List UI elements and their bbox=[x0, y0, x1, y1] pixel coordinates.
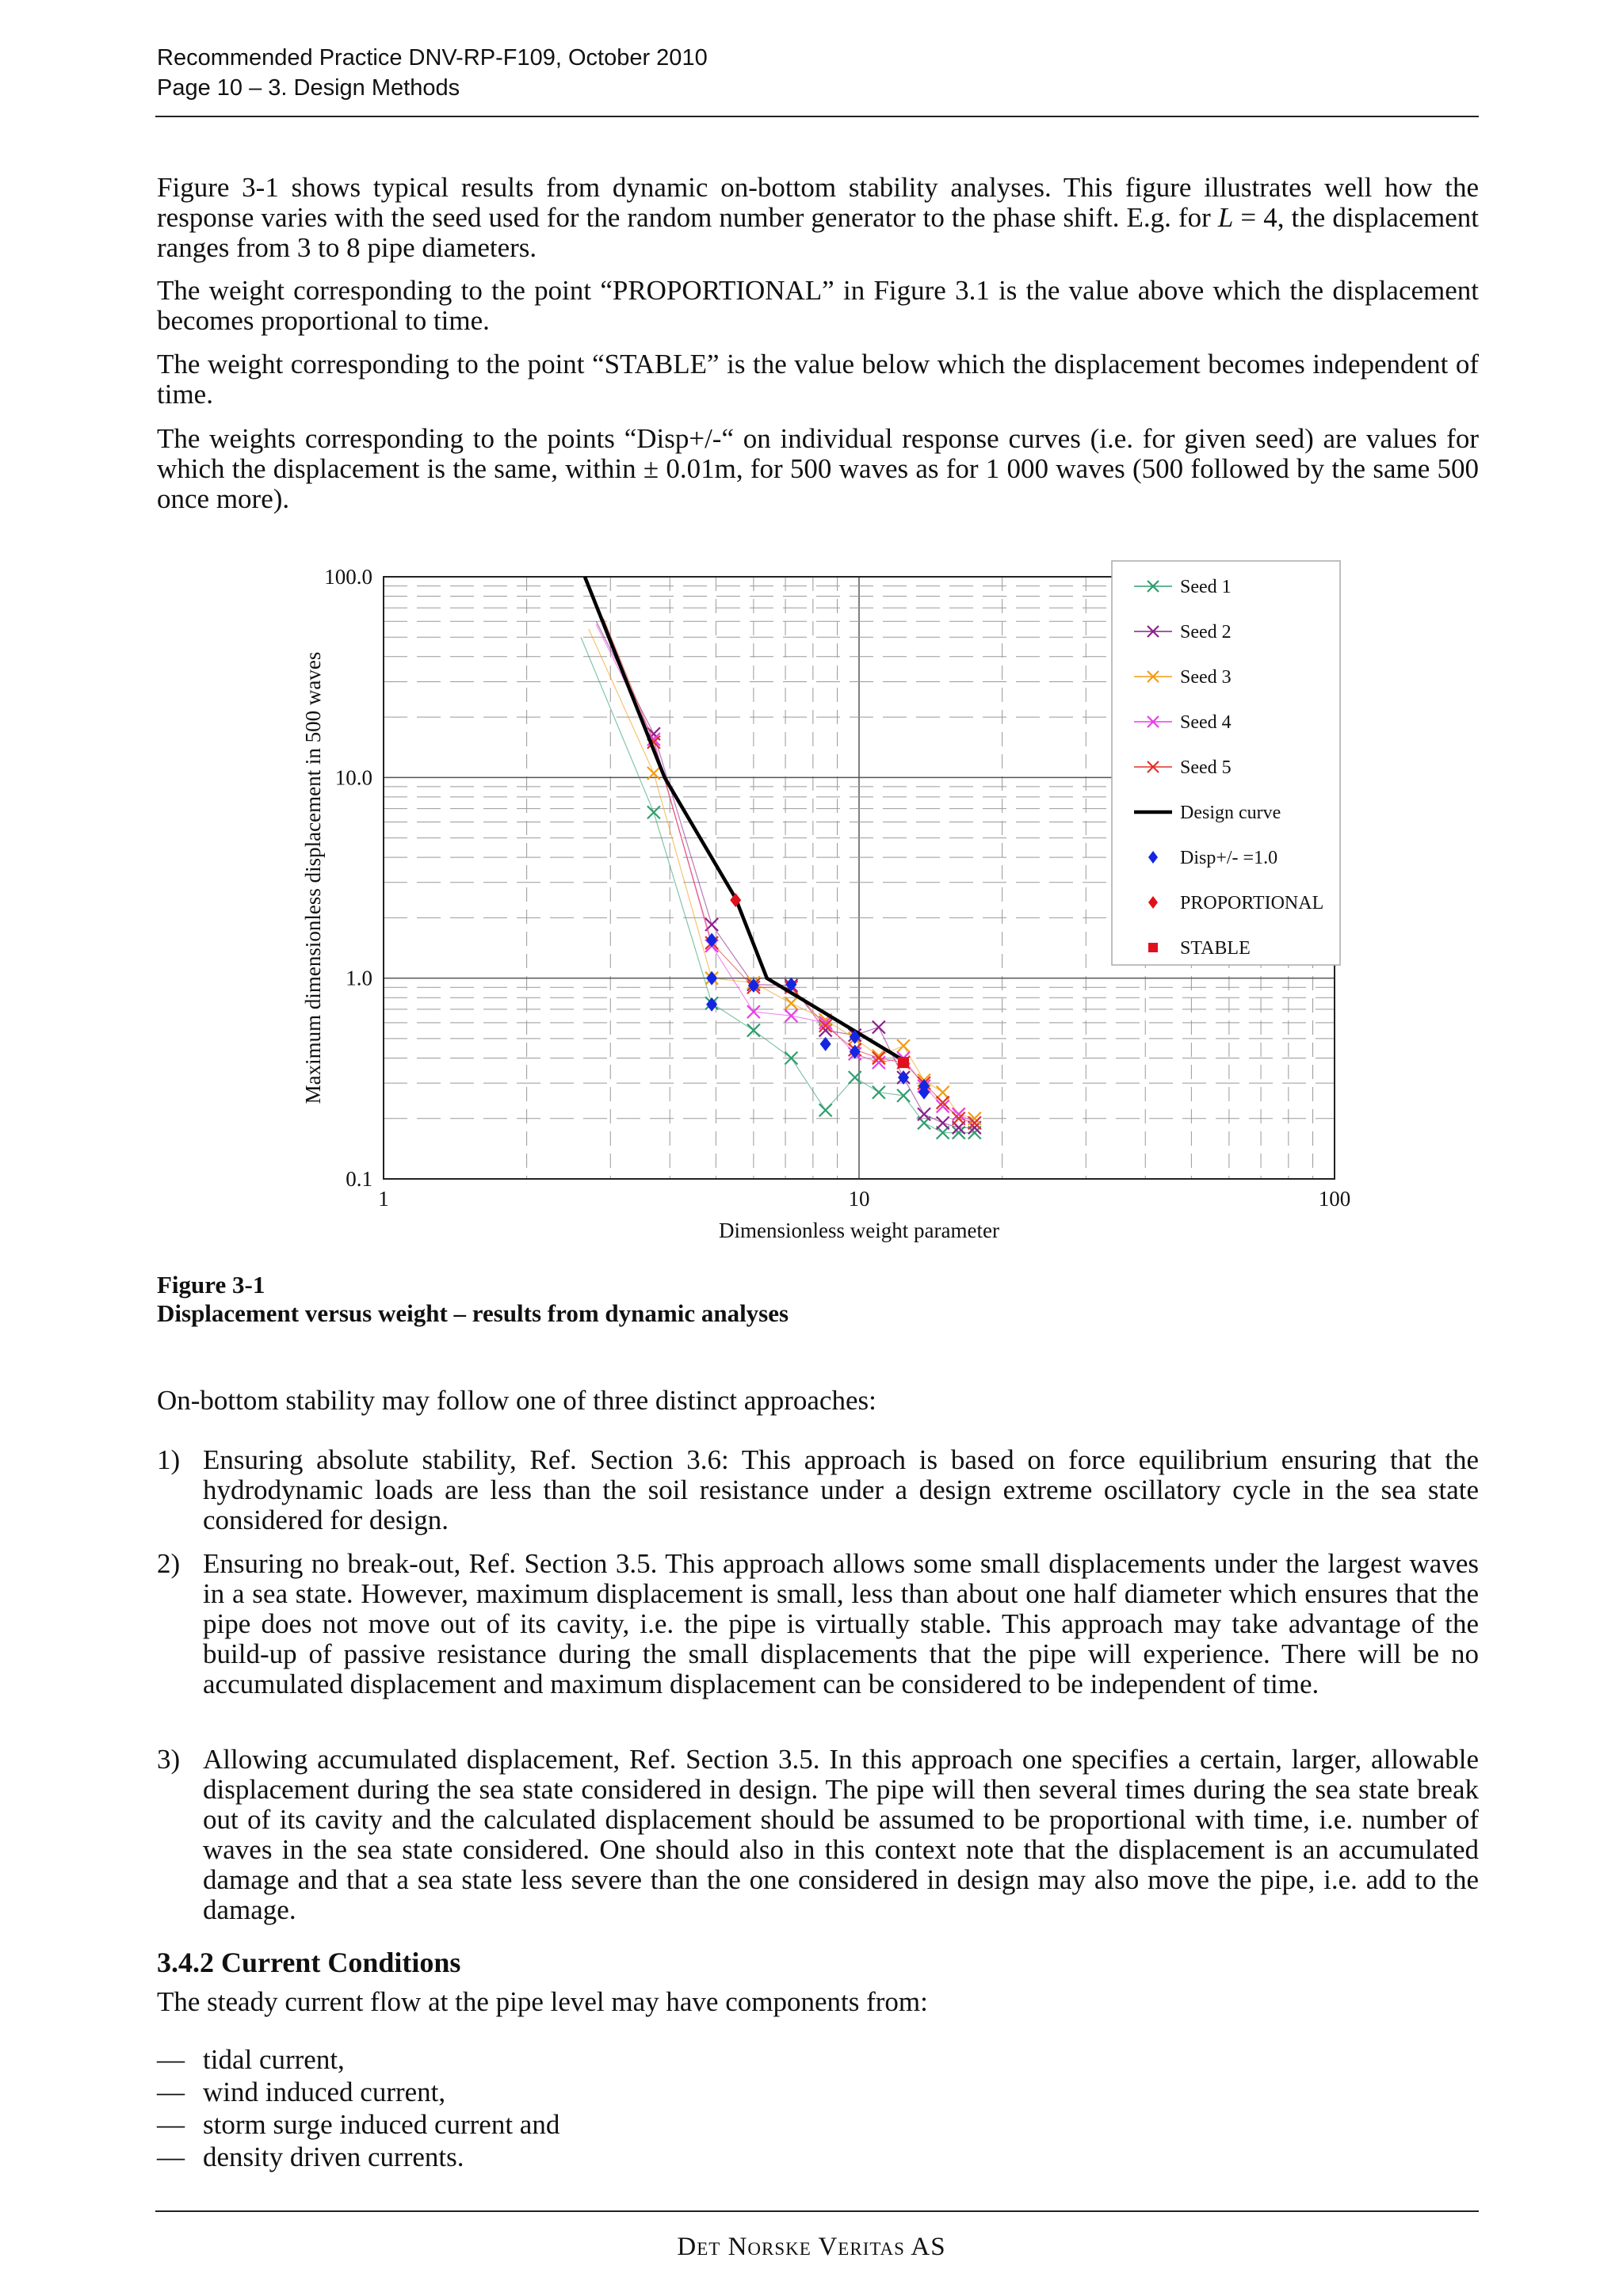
displacement-chart bbox=[292, 555, 1361, 1252]
list-text: Allowing accumulated displacement, Ref. Section 3.5. In this approach one specifies a certain, larger, allowable displacement during the sea state considered in design. The pipe will then several times during the sea state break out of its cavity and the calculated displacement should be assumed to be proportional with time, i.e. number of waves in the sea state considered. One should also in this context note that the displacement is an accumulated damage and that a sea state less severe than the one considered in design may also move the pipe, i.e. add to the damage. bbox=[203, 1744, 1479, 1925]
legend-label: Seed 3 bbox=[1180, 667, 1232, 688]
y-tick-label: 100.0 bbox=[324, 565, 372, 589]
legend-label: Seed 4 bbox=[1180, 712, 1232, 733]
list-number: 1) bbox=[157, 1444, 181, 1475]
legend-swatch-marker bbox=[1148, 943, 1158, 952]
header-divider bbox=[155, 116, 1479, 117]
list-text: Ensuring no break-out, Ref. Section 3.5. This approach allows some small displacements under the largest waves in a sea state. However, maximum displacement is small, less than about one half diameter which ensures that the pipe does not move out of its cavity, i.e. the pipe is virtually stable. This approach may take advantage of the build-up of passive resistance during the small displacements that the pipe will experience. There will be no accumulated displacement and maximum displacement can be considered to be independent of time. bbox=[203, 1548, 1479, 1699]
stable-point bbox=[898, 1057, 909, 1068]
data-point bbox=[873, 1086, 885, 1099]
list-item bbox=[157, 1745, 1479, 1925]
section-intro: The steady current flow at the pipe level may have components from: bbox=[157, 1986, 928, 2017]
dash-list-item: — density driven currents. bbox=[157, 2142, 464, 2172]
legend-label: Disp+/- =1.0 bbox=[1180, 848, 1278, 868]
list-number: 3) bbox=[157, 1744, 181, 1775]
paragraph-stable: The weight corresponding to the point “STABLE” is the value below which the displacement becomes independent of time. bbox=[157, 349, 1479, 410]
footer-divider bbox=[155, 2210, 1479, 2212]
y-tick-label: 10.0 bbox=[334, 765, 372, 790]
data-point bbox=[873, 1050, 885, 1062]
series-line-seed-3 bbox=[589, 629, 975, 1119]
approaches-intro: On-bottom stability may follow one of three distinct approaches: bbox=[157, 1385, 876, 1416]
list-text: Ensuring absolute stability, Ref. Section 3.6: This approach is based on force equilibrium ensuring that the hydrodynamic loads are less than the soil resistance under a design extreme oscillatory cycle in the sea state considered for design. bbox=[203, 1444, 1479, 1535]
chart-legend bbox=[1112, 561, 1340, 965]
dash-list-item: — tidal current, bbox=[157, 2044, 345, 2075]
data-point bbox=[819, 1104, 832, 1116]
y-axis-label: Maximum dimensionless displacement in 500 waves bbox=[301, 651, 325, 1104]
x-tick-label: 100 bbox=[1318, 1187, 1351, 1211]
paragraph-disp: The weights corresponding to the points “Disp+/-“ on individual response curves (i.e. for given seed) are values for which the displacement is the same, within ± 0.01m, for 500 waves as for 1 000 waves (500 followed by the same 500 once more). bbox=[157, 423, 1479, 514]
dash-list-item: — wind induced current, bbox=[157, 2077, 446, 2107]
data-point bbox=[873, 1021, 885, 1034]
list-item bbox=[157, 1549, 1479, 1699]
y-tick-label: 1.0 bbox=[346, 966, 372, 990]
y-tick-label: 0.1 bbox=[346, 1167, 372, 1191]
variable-L: L bbox=[1217, 202, 1234, 233]
page-header bbox=[157, 43, 1479, 103]
list-item bbox=[157, 1445, 1479, 1535]
dash-list-item: — storm surge induced current and bbox=[157, 2109, 560, 2140]
data-point bbox=[647, 806, 660, 818]
data-point bbox=[937, 1086, 949, 1099]
data-point bbox=[897, 1089, 910, 1102]
figure-3-1 bbox=[292, 555, 1361, 1252]
legend-label: Seed 1 bbox=[1180, 577, 1232, 597]
data-point bbox=[785, 997, 797, 1009]
x-axis-label: Dimensionless weight parameter bbox=[719, 1219, 999, 1242]
chart-series bbox=[581, 577, 981, 1139]
page-footer: Det Norske Veritas AS bbox=[677, 2233, 946, 2261]
legend-label: Design curve bbox=[1180, 803, 1281, 823]
legend-label: Seed 5 bbox=[1180, 757, 1232, 778]
diamond-point bbox=[820, 1037, 831, 1051]
legend-label: STABLE bbox=[1180, 938, 1251, 959]
x-tick-label: 10 bbox=[848, 1187, 870, 1211]
paragraph-proportional: The weight corresponding to the point “PROPORTIONAL” in Figure 3.1 is the value above which the displacement becomes proportional to time. bbox=[157, 275, 1479, 336]
paragraph-figure-intro: Figure 3-1 shows typical results from dynamic on-bottom stability analyses. This figure illustrates well how the response varies with the seed used for the random number generator to the phase shift. E.g. for L = 4, the displacement ranges from 3 to 8 pipe diameters. bbox=[157, 172, 1479, 263]
header-document-title: Recommended Practice DNV-RP-F109, October 2010 bbox=[157, 45, 708, 71]
figure-caption-number: Figure 3-1 bbox=[157, 1271, 265, 1299]
header-page-info: Page 10 – 3. Design Methods bbox=[157, 75, 460, 101]
list-number: 2) bbox=[157, 1548, 181, 1579]
data-point bbox=[937, 1116, 949, 1129]
legend-label: Seed 2 bbox=[1180, 622, 1232, 643]
section-heading: 3.4.2 Current Conditions bbox=[157, 1947, 461, 1978]
legend-label: PROPORTIONAL bbox=[1180, 893, 1324, 913]
series-line-seed-5 bbox=[603, 619, 974, 1123]
x-tick-label: 1 bbox=[378, 1187, 389, 1211]
data-point bbox=[897, 1039, 910, 1052]
figure-caption-title: Displacement versus weight – results from dynamic analyses bbox=[157, 1299, 789, 1327]
